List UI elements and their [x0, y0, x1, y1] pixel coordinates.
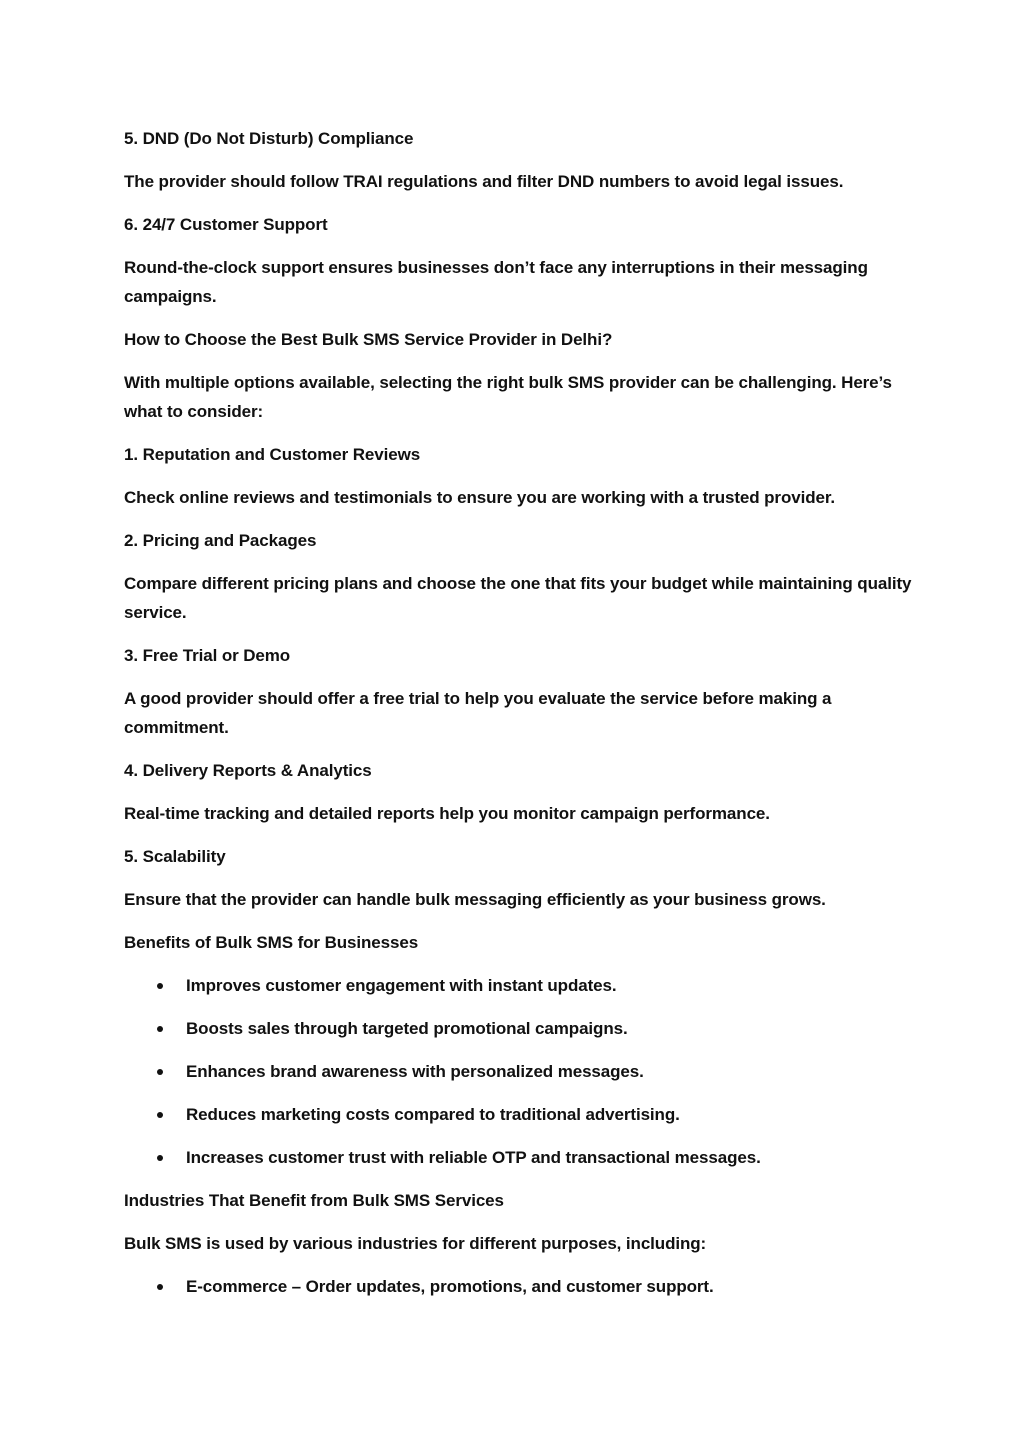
- bullet-icon: [157, 1069, 163, 1075]
- heading-dnd-compliance: 5. DND (Do Not Disturb) Compliance: [124, 129, 414, 148]
- paragraph-reputation: Check online reviews and testimonials to ensure you are working with a trusted provider.: [124, 488, 836, 507]
- paragraph-scalability: Ensure that the provider can handle bulk messaging efficiently as your business grows.: [124, 890, 826, 909]
- heading-customer-support: 6. 24/7 Customer Support: [124, 215, 328, 234]
- list-item: [124, 1057, 914, 1086]
- paragraph-delivery-reports: Real-time tracking and detailed reports help you monitor campaign performance.: [124, 804, 770, 823]
- heading-free-trial: 3. Free Trial or Demo: [124, 646, 291, 665]
- paragraph-industries: Bulk SMS is used by various industries for different purposes, including:: [124, 1234, 707, 1253]
- list-item: [124, 971, 914, 1000]
- heading-delivery-reports: 4. Delivery Reports & Analytics: [124, 761, 372, 780]
- paragraph-customer-support: Round-the-clock support ensures businesses don’t face any interruptions in their messaging campaigns.: [124, 258, 868, 306]
- heading-how-to-choose: How to Choose the Best Bulk SMS Service Provider in Delhi?: [124, 330, 613, 349]
- bullet-icon: [157, 1026, 163, 1032]
- benefits-list: [124, 971, 914, 1172]
- heading-benefits: Benefits of Bulk SMS for Businesses: [124, 933, 419, 952]
- paragraph-how-to-choose: With multiple options available, selecting the right bulk SMS provider can be challenging. Here’s what to consider:: [124, 373, 892, 421]
- heading-scalability: 5. Scalability: [124, 847, 226, 866]
- bullet-icon: [157, 1112, 163, 1118]
- list-item-text: E-commerce – Order updates, promotions, and customer support.: [186, 1277, 714, 1296]
- paragraph-pricing: Compare different pricing plans and choose the one that fits your budget while maintaining quality service.: [124, 574, 912, 622]
- heading-pricing: 2. Pricing and Packages: [124, 531, 317, 550]
- bullet-icon: [157, 983, 163, 989]
- list-item-text: Improves customer engagement with instant updates.: [186, 976, 617, 995]
- list-item: [124, 1100, 914, 1129]
- bullet-icon: [157, 1284, 163, 1290]
- list-item-text: Increases customer trust with reliable OTP and transactional messages.: [186, 1148, 761, 1167]
- bullet-icon: [157, 1155, 163, 1161]
- paragraph-free-trial: A good provider should offer a free trial to help you evaluate the service before making a commitment.: [124, 689, 832, 737]
- list-item-text: Enhances brand awareness with personalized messages.: [186, 1062, 644, 1081]
- document-page: [124, 124, 914, 1315]
- paragraph-dnd-compliance: The provider should follow TRAI regulations and filter DND numbers to avoid legal issues.: [124, 172, 844, 191]
- list-item: [124, 1143, 914, 1172]
- industries-list: [124, 1272, 914, 1301]
- list-item-text: Boosts sales through targeted promotional campaigns.: [186, 1019, 628, 1038]
- list-item: [124, 1014, 914, 1043]
- heading-reputation: 1. Reputation and Customer Reviews: [124, 445, 421, 464]
- heading-industries: Industries That Benefit from Bulk SMS Services: [124, 1191, 504, 1210]
- list-item: [124, 1272, 914, 1301]
- list-item-text: Reduces marketing costs compared to traditional advertising.: [186, 1105, 680, 1124]
